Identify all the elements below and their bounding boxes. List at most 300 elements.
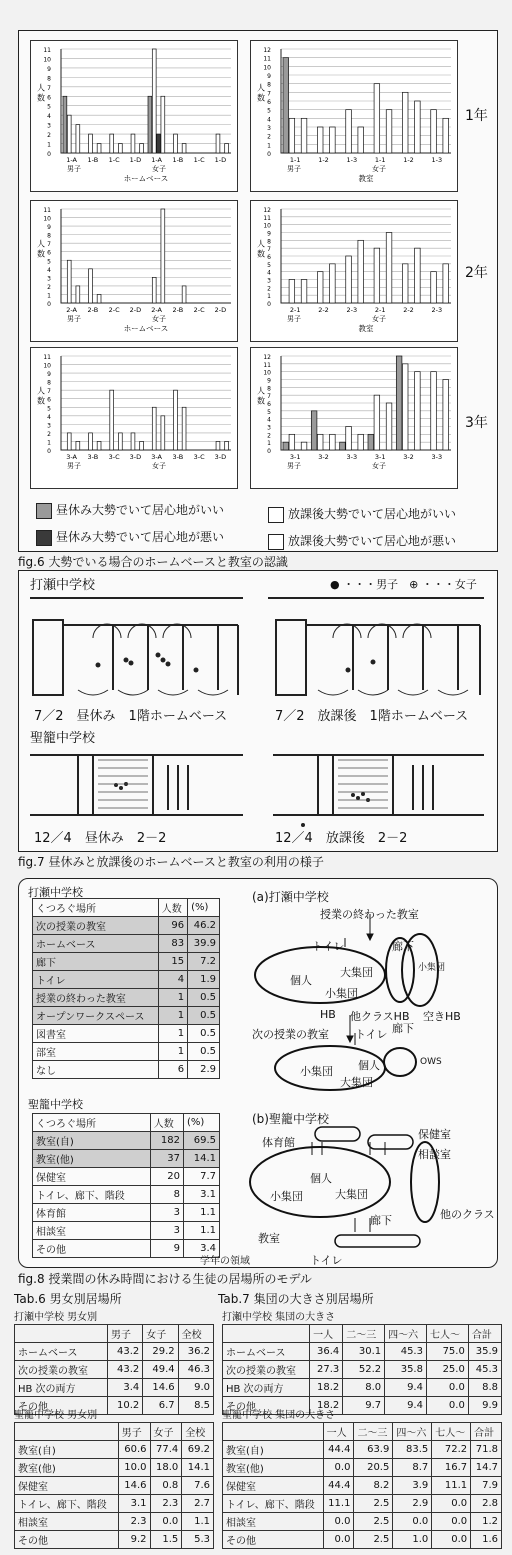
y-tick-label: 10	[263, 222, 271, 230]
column-header: 二～三	[354, 1423, 393, 1441]
table-cell: 18.0	[150, 1459, 182, 1477]
col-place: くつろぐ場所	[33, 899, 159, 917]
y-tick-label: 8	[47, 232, 51, 240]
diag-a-title: (a)打瀬中学校	[252, 890, 329, 904]
y-tick-label: 6	[267, 99, 271, 106]
table-cell: 45.3	[468, 1361, 501, 1379]
x-tick-label: 2-2	[318, 306, 329, 314]
y-tick-label: 9	[47, 371, 51, 379]
x-tick-label: 3-3	[346, 453, 358, 461]
column-header: 男子	[118, 1423, 150, 1441]
table-cell: 3.1	[118, 1495, 150, 1513]
y-tick-label: 11	[43, 47, 51, 54]
table-cell: 3	[150, 1222, 183, 1240]
x-tick-label: 2-1	[374, 306, 386, 314]
fig7-caption: fig.7 昼休みと放課後のホームベースと教室の利用の様子	[18, 855, 324, 869]
y-tick-label: 0	[267, 301, 271, 308]
table-cell: 教室(他)	[33, 1150, 151, 1168]
table-cell: 8	[150, 1186, 183, 1204]
row-label: 相談室	[223, 1513, 324, 1531]
tab7-title: Tab.7 集団の大きさ別居場所	[218, 1292, 374, 1306]
bar	[346, 427, 352, 451]
y-tick-label: 12	[263, 207, 271, 214]
y-tick-label: 1	[47, 141, 51, 149]
table-cell: 14.6	[143, 1379, 178, 1397]
table-cell: 46.3	[178, 1361, 213, 1379]
diag-b-gym: 体育館	[262, 1136, 295, 1149]
y-tick-label: 0	[47, 151, 51, 158]
table-cell: 8.0	[343, 1379, 385, 1397]
bar	[118, 433, 122, 450]
diag-b-otherclass: 他のクラス	[440, 1208, 495, 1221]
bar	[118, 144, 122, 153]
table-cell: 30.1	[343, 1343, 385, 1361]
row-label: ホームベース	[223, 1343, 310, 1361]
legend-lunch-bad: 昼休み大勢でいて居心地が悪い	[36, 528, 224, 546]
table-cell: なし	[33, 1061, 159, 1079]
row-label: その他	[15, 1531, 119, 1549]
table-row	[33, 1240, 220, 1258]
bar	[358, 240, 364, 303]
table-cell: 44.4	[323, 1441, 354, 1459]
x-tick-label: 2-D	[214, 306, 227, 314]
bar	[301, 442, 307, 450]
bar	[340, 442, 346, 450]
tab6-table-uruse	[14, 1324, 214, 1415]
table-cell: 1.9	[188, 971, 220, 989]
plan-label-2: 7／2 放課後 1階ホームベース	[275, 709, 469, 724]
corner-cell	[223, 1423, 324, 1441]
table-row	[15, 1495, 214, 1513]
diag-a-daishudan: 大集団	[340, 966, 373, 979]
bar	[283, 58, 289, 153]
y-tick-label: 4	[47, 413, 51, 421]
table-row	[33, 1007, 220, 1025]
table-cell: 次の授業の教室	[33, 917, 159, 935]
x-tick-label: 1-3	[346, 156, 358, 164]
fig8-school2: 聖籠中学校	[28, 1098, 83, 1111]
y-tick-label: 6	[47, 249, 51, 257]
bar	[110, 390, 114, 450]
table-cell: 5.3	[182, 1531, 214, 1549]
table-cell: 4	[158, 971, 187, 989]
table-row	[15, 1513, 214, 1531]
table-cell: 43.2	[107, 1343, 142, 1361]
table-cell: 9.0	[178, 1379, 213, 1397]
bar	[152, 49, 156, 153]
table-cell: 83.5	[393, 1441, 432, 1459]
grade-area-label: 学年の領域	[200, 1256, 250, 1267]
legend-after-bad: 放課後大勢でいて居心地が悪い	[268, 532, 456, 550]
table-cell: 部室	[33, 1043, 159, 1061]
bar	[174, 134, 178, 153]
bar	[358, 127, 364, 153]
bar	[402, 364, 408, 450]
table-row	[223, 1513, 502, 1531]
bar-chart	[31, 41, 237, 191]
y-tick-label: 11	[43, 354, 51, 361]
table-cell: 2.7	[182, 1495, 214, 1513]
bar	[131, 134, 135, 153]
table-cell: 15	[158, 953, 187, 971]
table-cell: 27.3	[310, 1361, 343, 1379]
bar	[182, 144, 186, 153]
y-tick-label: 7	[47, 241, 51, 249]
group-label: 男子	[67, 315, 81, 323]
x-tick-label: 1-1	[374, 156, 386, 164]
table-row	[15, 1441, 214, 1459]
table-cell: 14.1	[183, 1150, 219, 1168]
y-axis-label: 数	[37, 396, 45, 406]
tab6-title: Tab.6 男女別居場所	[14, 1292, 122, 1306]
table-row	[33, 1204, 220, 1222]
table-cell: 7.7	[183, 1168, 219, 1186]
table-cell: 1.6	[471, 1531, 502, 1549]
y-tick-label: 5	[267, 107, 271, 115]
axis-line	[61, 209, 231, 303]
diag-a-finished: 授業の終わった教室	[320, 908, 419, 921]
table-cell: 10.2	[107, 1397, 142, 1415]
table-cell: 96	[158, 917, 187, 935]
x-tick-label: 1-C	[108, 156, 120, 164]
table-cell: 0.5	[188, 1025, 220, 1043]
y-tick-label: 2	[267, 432, 271, 440]
y-tick-label: 3	[47, 275, 51, 283]
y-tick-label: 10	[43, 215, 51, 223]
fig8-school1: 打瀬中学校	[28, 886, 83, 899]
y-tick-label: 3	[267, 424, 271, 432]
y-tick-label: 9	[47, 65, 51, 73]
table-cell: 1	[158, 1007, 187, 1025]
table-cell: 2.8	[471, 1495, 502, 1513]
row-label: 相談室	[15, 1513, 119, 1531]
row-label: トイレ、廊下、階段	[15, 1495, 119, 1513]
y-tick-label: 10	[43, 56, 51, 64]
table-header-row	[15, 1423, 214, 1441]
corner-cell	[15, 1423, 119, 1441]
table-cell: 8.2	[354, 1477, 393, 1495]
column-header: 一人	[323, 1423, 354, 1441]
x-tick-label: 2-C	[108, 306, 120, 314]
diag-a-shoshudan2: 小集団	[418, 963, 446, 973]
bar	[330, 434, 336, 450]
column-header: 全校	[182, 1423, 214, 1441]
table-row	[33, 1186, 220, 1204]
y-tick-label: 4	[267, 116, 271, 124]
table-row	[33, 917, 220, 935]
row-label: その他	[223, 1531, 324, 1549]
table-cell: 0.0	[323, 1531, 354, 1549]
bar	[216, 134, 220, 153]
table-row	[15, 1361, 214, 1379]
bar-chart	[31, 348, 237, 488]
y-tick-label: 5	[267, 261, 271, 269]
table-row	[223, 1441, 502, 1459]
table-cell: 3.9	[393, 1477, 432, 1495]
y-tick-label: 2	[47, 132, 51, 140]
table-header-row	[223, 1325, 502, 1343]
table-row	[223, 1495, 502, 1513]
x-tick-label: 2-C	[193, 306, 205, 314]
table-cell: 69.2	[182, 1441, 214, 1459]
column-header: 七人～	[426, 1325, 468, 1343]
y-tick-label: 0	[47, 448, 51, 455]
table-cell: 45.3	[385, 1343, 427, 1361]
table-cell: 2.9	[393, 1495, 432, 1513]
x-tick-label: 3-B	[87, 453, 99, 461]
table-cell: 2.5	[354, 1495, 393, 1513]
table-cell: 0.5	[188, 1043, 220, 1061]
table-cell: 0.5	[188, 989, 220, 1007]
bar	[431, 372, 437, 450]
tab7-table-uruse	[222, 1324, 502, 1415]
bar	[317, 434, 323, 450]
table-cell: 20	[150, 1168, 183, 1186]
legend-lunch-good: 昼休み大勢でいて居心地がいい	[36, 501, 224, 519]
y-axis-label: 数	[257, 93, 265, 103]
x-tick-label: 3-1	[289, 453, 301, 461]
y-axis-label: 数	[257, 396, 265, 406]
y-tick-label: 10	[263, 64, 271, 72]
tab6-table-seiro	[14, 1422, 214, 1549]
bar	[374, 395, 380, 450]
table-cell: 授業の終わった教室	[33, 989, 159, 1007]
table-cell: トイレ、廊下、階段	[33, 1186, 151, 1204]
bar	[289, 280, 295, 304]
bar	[443, 264, 449, 303]
y-tick-label: 5	[47, 103, 51, 111]
x-tick-label: 3-A	[66, 453, 78, 461]
x-tick-label: 1-B	[172, 156, 184, 164]
bar	[346, 256, 352, 303]
table-header-row	[15, 1325, 214, 1343]
y-tick-label: 1	[267, 440, 271, 448]
table-cell: 63.9	[354, 1441, 393, 1459]
x-tick-label: 3-D	[214, 453, 227, 461]
plan-label-3: 12／4 昼休み 2－2	[34, 831, 167, 846]
table-cell: 44.4	[323, 1477, 354, 1495]
year-label-1: 1年	[465, 108, 488, 124]
y-tick-label: 9	[267, 73, 271, 80]
bar	[76, 125, 80, 153]
x-tick-label: 2-3	[346, 306, 358, 314]
row-label: 教室(自)	[15, 1441, 119, 1459]
group-label: 女子	[152, 165, 166, 173]
table-cell: 0.0	[432, 1495, 471, 1513]
table-cell: 39.9	[188, 935, 220, 953]
x-tick-label: 3-1	[374, 453, 386, 461]
table-cell: 8.8	[468, 1379, 501, 1397]
y-tick-label: 2	[47, 283, 51, 291]
bar	[161, 209, 165, 303]
table-row	[15, 1477, 214, 1495]
y-tick-label: 8	[47, 379, 51, 387]
table-cell: 9.2	[118, 1531, 150, 1549]
bar	[396, 356, 402, 450]
bar	[283, 442, 289, 450]
table-cell: 3.4	[183, 1240, 219, 1258]
bar	[317, 127, 323, 153]
column-header: 全校	[178, 1325, 213, 1343]
table-cell: 52.2	[343, 1361, 385, 1379]
chart-2-classroom	[250, 200, 458, 342]
bar	[157, 134, 161, 153]
bar	[225, 144, 229, 153]
x-tick-label: 1-2	[318, 156, 329, 164]
tab7-table-seiro	[222, 1422, 502, 1549]
col-pct: (%)	[188, 899, 220, 917]
table-cell: 49.4	[143, 1361, 178, 1379]
bar	[89, 134, 93, 153]
table-row	[223, 1477, 502, 1495]
y-tick-label: 7	[47, 388, 51, 396]
y-tick-label: 6	[267, 401, 271, 408]
table-cell: 1.5	[150, 1531, 182, 1549]
x-tick-label: 2-A	[66, 306, 78, 314]
x-tick-label: 2-2	[403, 306, 414, 314]
table-cell: 6.7	[143, 1397, 178, 1415]
table-row	[15, 1379, 214, 1397]
bar	[97, 144, 101, 153]
table-cell: 1.1	[183, 1204, 219, 1222]
bar	[374, 248, 380, 303]
bar	[317, 272, 323, 303]
chart-1-classroom	[250, 40, 458, 192]
bar	[216, 441, 220, 450]
row-label: その他	[15, 1397, 108, 1415]
table-cell: 2.5	[354, 1513, 393, 1531]
bar	[140, 441, 144, 450]
row-label: 教室(自)	[223, 1441, 324, 1459]
x-tick-label: 1-A	[66, 156, 78, 164]
row-label: その他	[223, 1397, 310, 1415]
group-label: 女子	[372, 165, 386, 173]
table-cell: 71.8	[471, 1441, 502, 1459]
bar	[76, 286, 80, 303]
x-tick-label: 1-3	[431, 156, 443, 164]
table-cell: 9.7	[343, 1397, 385, 1415]
table-cell: 0.0	[426, 1379, 468, 1397]
table-cell: 60.6	[118, 1441, 150, 1459]
table-cell: 9.9	[468, 1397, 501, 1415]
table-cell: 3.1	[183, 1186, 219, 1204]
table-row	[223, 1361, 502, 1379]
y-tick-label: 3	[267, 277, 271, 285]
table-cell: 9.4	[385, 1397, 427, 1415]
y-tick-label: 8	[267, 81, 271, 89]
bar	[301, 280, 307, 304]
y-tick-label: 4	[267, 416, 271, 424]
column-header: 女子	[150, 1423, 182, 1441]
table-cell: 8.5	[178, 1397, 213, 1415]
table-cell: 0.0	[323, 1459, 354, 1477]
bar	[431, 272, 437, 303]
bar	[140, 144, 144, 153]
diag-a-hb: HB	[320, 1008, 336, 1021]
y-axis-label: 人	[37, 386, 45, 396]
table-cell: トイレ	[33, 971, 159, 989]
y-tick-label: 4	[47, 266, 51, 274]
bar	[330, 127, 336, 153]
bar	[76, 441, 80, 450]
diag-a-kojin3: 個人	[358, 1059, 380, 1072]
table-cell: 14.1	[182, 1459, 214, 1477]
diag-a-emptyhb: 空きHB	[423, 1010, 461, 1023]
x-tick-label: 2-D	[129, 306, 142, 314]
x-tick-label: 1-B	[87, 156, 99, 164]
diag-b-daishudan: 大集団	[335, 1188, 368, 1201]
y-tick-label: 1	[47, 439, 51, 447]
table-cell: 35.9	[468, 1343, 501, 1361]
y-tick-label: 1	[47, 292, 51, 300]
y-axis-label: 人	[257, 239, 265, 249]
plan-label-1: 7／2 昼休み 1階ホームベース	[34, 709, 228, 724]
bar-chart	[251, 348, 457, 488]
x-tick-label: 2-3	[431, 306, 443, 314]
chart-1-homebase	[30, 40, 238, 192]
bar	[89, 269, 93, 303]
bar	[330, 264, 336, 303]
x-tick-label: 1-D	[214, 156, 227, 164]
table-row	[33, 1168, 220, 1186]
diag-a-daishudan3: 大集団	[340, 1076, 373, 1089]
diag-a-corridor: 廊下	[392, 940, 414, 953]
year-label-2: 2年	[465, 265, 488, 281]
table-cell: 2.5	[354, 1531, 393, 1549]
bar	[152, 407, 156, 450]
y-tick-label: 11	[43, 207, 51, 214]
y-tick-label: 10	[43, 362, 51, 370]
table-cell: 182	[150, 1132, 183, 1150]
group-label: 男子	[67, 165, 81, 173]
bar	[161, 96, 165, 153]
table-cell: 1.1	[183, 1222, 219, 1240]
table-cell: 保健室	[33, 1168, 151, 1186]
column-header: 女子	[143, 1325, 178, 1343]
y-axis-label: 人	[37, 83, 45, 93]
y-tick-label: 0	[47, 301, 51, 308]
y-tick-label: 2	[47, 430, 51, 438]
table-row	[15, 1531, 214, 1549]
row-label: 保健室	[15, 1477, 119, 1495]
legend-after-good: 放課後大勢でいて居心地がいい	[268, 505, 456, 523]
group-label: 男子	[287, 315, 301, 323]
column-header: 一人	[310, 1325, 343, 1343]
table-cell: 18.2	[310, 1397, 343, 1415]
group-label: 女子	[152, 462, 166, 470]
table-cell: 69.5	[183, 1132, 219, 1150]
y-tick-label: 11	[263, 55, 271, 63]
bar	[97, 294, 101, 303]
fig6-caption: fig.6 大勢でいる場合のホームベースと教室の認識	[18, 555, 288, 569]
table-row	[33, 1132, 220, 1150]
column-header: 四～六	[393, 1423, 432, 1441]
table-cell: 46.2	[188, 917, 220, 935]
table-cell: 0.0	[432, 1531, 471, 1549]
y-tick-label: 4	[47, 113, 51, 121]
x-tick-label: 1-1	[289, 156, 301, 164]
fig8-table-seiro	[32, 1113, 220, 1258]
bar	[431, 110, 437, 153]
y-tick-label: 3	[47, 422, 51, 430]
table-row	[33, 935, 220, 953]
axis-line	[61, 49, 231, 153]
table-row	[33, 1043, 220, 1061]
table-cell: 1.2	[471, 1513, 502, 1531]
table-cell: 教室(自)	[33, 1132, 151, 1150]
bar	[289, 434, 295, 450]
x-tick-label: 1-D	[129, 156, 142, 164]
